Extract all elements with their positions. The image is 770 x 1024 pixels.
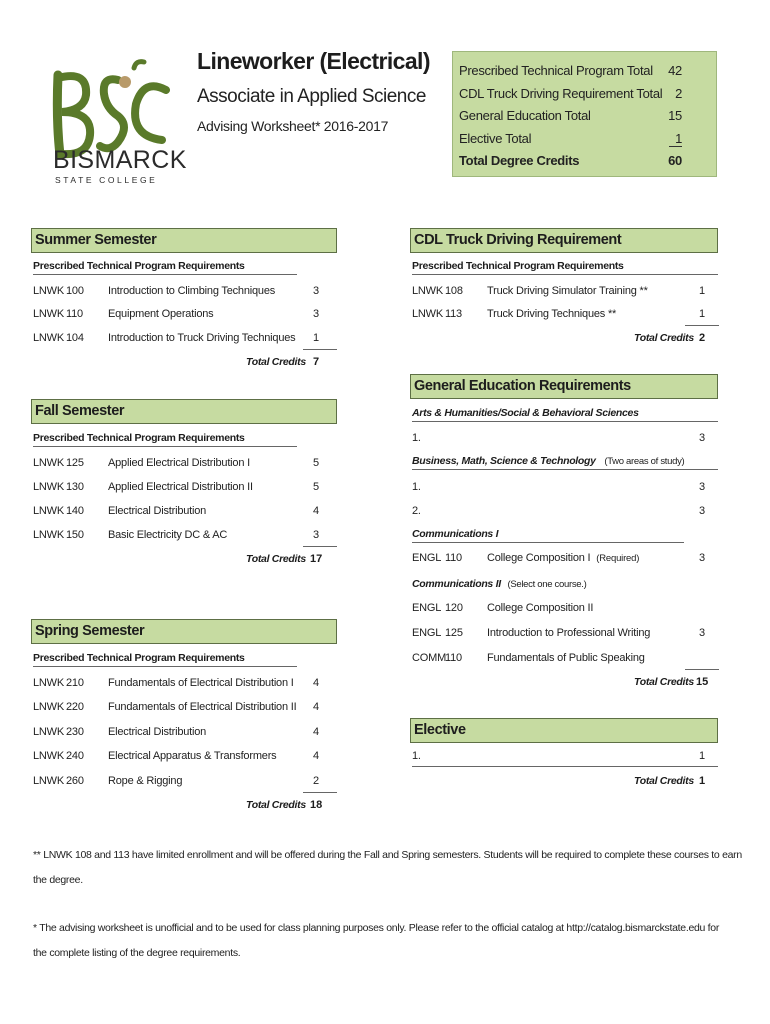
total-rule — [303, 349, 337, 350]
spring-semester-header: Spring Semester — [31, 619, 337, 644]
summary-label: Prescribed Technical Program Total — [459, 63, 653, 78]
course-number: 210 — [66, 677, 84, 689]
elective-header: Elective — [410, 718, 718, 743]
limited-enrollment-note: ** LNWK 108 and 113 have limited enrollment and will be offered during the Fall and Spring semesters. Students will be required to complete these courses to earn the degree. — [33, 849, 742, 886]
elective-item — [412, 750, 718, 764]
course-number: 260 — [66, 775, 84, 787]
elective-total-label: Total Credits — [634, 775, 694, 787]
logo-subtitle: STATE COLLEGE — [55, 175, 158, 185]
course-row — [33, 332, 333, 346]
course-name — [487, 552, 639, 564]
course-row — [33, 481, 333, 495]
course-row — [33, 701, 333, 715]
course-row — [33, 726, 333, 740]
course-dept: LNWK — [412, 308, 443, 320]
course-number: 230 — [66, 726, 84, 738]
summary-row-gened — [459, 108, 682, 123]
cdl-total-label: Total Credits — [634, 332, 694, 344]
fall-total-label: Total Credits — [246, 553, 306, 565]
item-credits: 3 — [699, 432, 705, 444]
course-title: College Composition I — [487, 552, 591, 564]
fall-total-value: 17 — [310, 553, 323, 565]
course-name: Basic Electricity DC & AC — [108, 529, 228, 541]
course-number: 110 — [66, 308, 83, 320]
course-name: Fundamentals of Public Speaking — [487, 652, 645, 664]
elective-total-value: 1 — [699, 775, 706, 787]
course-credits: 3 — [313, 308, 319, 320]
course-row — [33, 775, 333, 789]
course-row — [33, 750, 333, 764]
disclaimer-note: * The advising worksheet is unofficial and to be used for class planning purposes only. Please refer to the official catalog at http://catalog.bismarckstate.edu for the complete listing of the degree requirements. — [33, 922, 720, 959]
course-credits: 4 — [313, 701, 319, 713]
program-title: Lineworker (Electrical) — [197, 48, 430, 74]
course-number: 220 — [66, 701, 84, 713]
gened-item — [412, 432, 718, 446]
summary-row-cdl — [459, 86, 682, 101]
course-credits: 2 — [313, 775, 319, 787]
course-credits: 3 — [313, 529, 319, 541]
course-dept: LNWK — [33, 529, 64, 541]
summary-value: 15 — [668, 108, 682, 123]
course-dept: COMM — [412, 652, 447, 664]
summary-label: General Education Total — [459, 108, 591, 123]
course-dept: ENGL — [412, 602, 442, 614]
course-number: 240 — [66, 750, 84, 762]
course-number: 150 — [66, 529, 84, 541]
item-number: 1. — [412, 481, 421, 493]
course-dept: LNWK — [33, 750, 64, 762]
summary-value: 42 — [668, 63, 682, 78]
course-name: Introduction to Climbing Techniques — [108, 285, 276, 297]
course-dept: ENGL — [412, 552, 442, 564]
course-credits: 4 — [313, 750, 319, 762]
communications-2-subheading — [412, 578, 718, 592]
business-math-title: Business, Math, Science & Technology — [412, 455, 596, 467]
arts-humanities-subheading: Arts & Humanities/Social & Behavioral Sciences — [412, 407, 718, 422]
fall-subheading: Prescribed Technical Program Requirements — [33, 432, 297, 447]
course-dept: LNWK — [33, 481, 64, 493]
item-credits: 1 — [699, 750, 705, 762]
course-name: Applied Electrical Distribution II — [108, 481, 253, 493]
item-number: 1. — [412, 750, 421, 762]
course-row — [412, 652, 718, 666]
course-number: 100 — [66, 285, 84, 297]
summary-row-program — [459, 63, 682, 78]
course-dept: LNWK — [33, 285, 64, 297]
summary-label: Total Degree Credits — [459, 153, 580, 168]
item-credits: 3 — [699, 505, 705, 517]
course-row — [412, 308, 718, 322]
total-rule — [685, 669, 719, 670]
gened-item — [412, 505, 718, 519]
course-name: Electrical Distribution — [108, 726, 207, 738]
course-number: 120 — [445, 602, 463, 614]
item-number: 2. — [412, 505, 421, 517]
course-number: 110 — [445, 552, 462, 564]
course-dept: ENGL — [412, 627, 442, 639]
course-credits: 5 — [313, 481, 319, 493]
course-row — [33, 308, 333, 322]
course-dept: LNWK — [33, 775, 64, 787]
course-dept: LNWK — [33, 332, 64, 344]
course-credits: 5 — [313, 457, 319, 469]
cdl-total-value: 2 — [699, 332, 706, 344]
item-number: 1. — [412, 432, 421, 444]
course-credits: 4 — [313, 726, 319, 738]
summer-subheading: Prescribed Technical Program Requirements — [33, 260, 297, 275]
total-rule — [303, 546, 337, 547]
course-number: 104 — [66, 332, 84, 344]
course-row — [412, 602, 718, 616]
course-dept: LNWK — [33, 308, 64, 320]
course-credits: 1 — [699, 285, 705, 297]
course-credits: 3 — [313, 285, 319, 297]
course-name: Rope & Rigging — [108, 775, 183, 787]
summer-total-value: 7 — [313, 356, 320, 368]
cdl-subheading: Prescribed Technical Program Requirements — [412, 260, 718, 275]
course-row — [412, 627, 718, 641]
communications-2-note: (Select one course.) — [507, 579, 587, 590]
spring-subheading: Prescribed Technical Program Requirements — [33, 652, 297, 667]
course-row — [33, 505, 333, 519]
degree-title: Associate in Applied Science — [197, 86, 426, 107]
course-number: 130 — [66, 481, 84, 493]
gened-requirements-header: General Education Requirements — [410, 374, 718, 399]
course-row — [412, 552, 718, 566]
course-note: (Required) — [596, 553, 640, 564]
spring-total-value: 18 — [310, 799, 323, 811]
course-dept: LNWK — [33, 457, 64, 469]
summary-value: 2 — [675, 86, 682, 101]
gened-item — [412, 481, 718, 495]
course-number: 108 — [445, 285, 463, 297]
total-rule — [303, 792, 337, 793]
summary-value: 60 — [668, 153, 682, 168]
course-credits: 4 — [313, 677, 319, 689]
logo-wordmark: BISMARCK — [53, 146, 187, 174]
course-credits: 3 — [699, 552, 705, 564]
course-name: Fundamentals of Electrical Distribution II — [108, 701, 297, 713]
summary-row-total — [459, 153, 682, 168]
credit-summary-box — [452, 51, 717, 177]
course-credits: 3 — [699, 627, 705, 639]
business-math-subheading — [412, 455, 718, 470]
course-dept: LNWK — [33, 505, 64, 517]
course-row — [33, 529, 333, 543]
course-name: Truck Driving Techniques ** — [487, 308, 617, 320]
elective-rule — [412, 766, 718, 767]
summer-semester-header: Summer Semester — [31, 228, 337, 253]
course-row — [33, 457, 333, 471]
gened-total-value: 15 — [696, 676, 709, 688]
cdl-requirement-header: CDL Truck Driving Requirement — [410, 228, 718, 253]
course-row — [33, 285, 333, 299]
course-name: College Composition II — [487, 602, 594, 614]
course-number: 140 — [66, 505, 84, 517]
course-credits: 1 — [699, 308, 705, 320]
course-row — [412, 285, 718, 299]
course-name: Equipment Operations — [108, 308, 214, 320]
course-name: Applied Electrical Distribution I — [108, 457, 250, 469]
fall-semester-header: Fall Semester — [31, 399, 337, 424]
course-name: Introduction to Truck Driving Techniques — [108, 332, 296, 344]
course-row — [33, 677, 333, 691]
communications-1-subheading: Communications I — [412, 528, 684, 543]
summer-total-label: Total Credits — [246, 356, 306, 368]
course-name: Introduction to Professional Writing — [487, 627, 651, 639]
course-credits: 4 — [313, 505, 319, 517]
course-name: Electrical Distribution — [108, 505, 207, 517]
communications-2-title: Communications II — [412, 578, 501, 590]
course-number: 125 — [66, 457, 84, 469]
item-credits: 3 — [699, 481, 705, 493]
business-math-note: (Two areas of study) — [604, 456, 685, 467]
course-credits: 1 — [313, 332, 319, 344]
course-number: 113 — [445, 308, 462, 320]
course-name: Fundamentals of Electrical Distribution I — [108, 677, 294, 689]
course-dept: LNWK — [33, 677, 64, 689]
course-number: 125 — [445, 627, 463, 639]
worksheet-label: Advising Worksheet* 2016-2017 — [197, 118, 389, 134]
spring-total-label: Total Credits — [246, 799, 306, 811]
course-name: Truck Driving Simulator Training ** — [487, 285, 648, 297]
course-name: Electrical Apparatus & Transformers — [108, 750, 277, 762]
gened-total-label: Total Credits — [634, 676, 694, 688]
course-number: 110 — [445, 652, 462, 664]
summary-row-elective — [459, 131, 682, 146]
summary-label: CDL Truck Driving Requirement Total — [459, 86, 663, 101]
course-dept: LNWK — [33, 726, 64, 738]
course-dept: LNWK — [33, 701, 64, 713]
summary-value: 1 — [669, 131, 682, 147]
course-dept: LNWK — [412, 285, 443, 297]
total-rule — [685, 325, 719, 326]
summary-label: Elective Total — [459, 131, 532, 146]
